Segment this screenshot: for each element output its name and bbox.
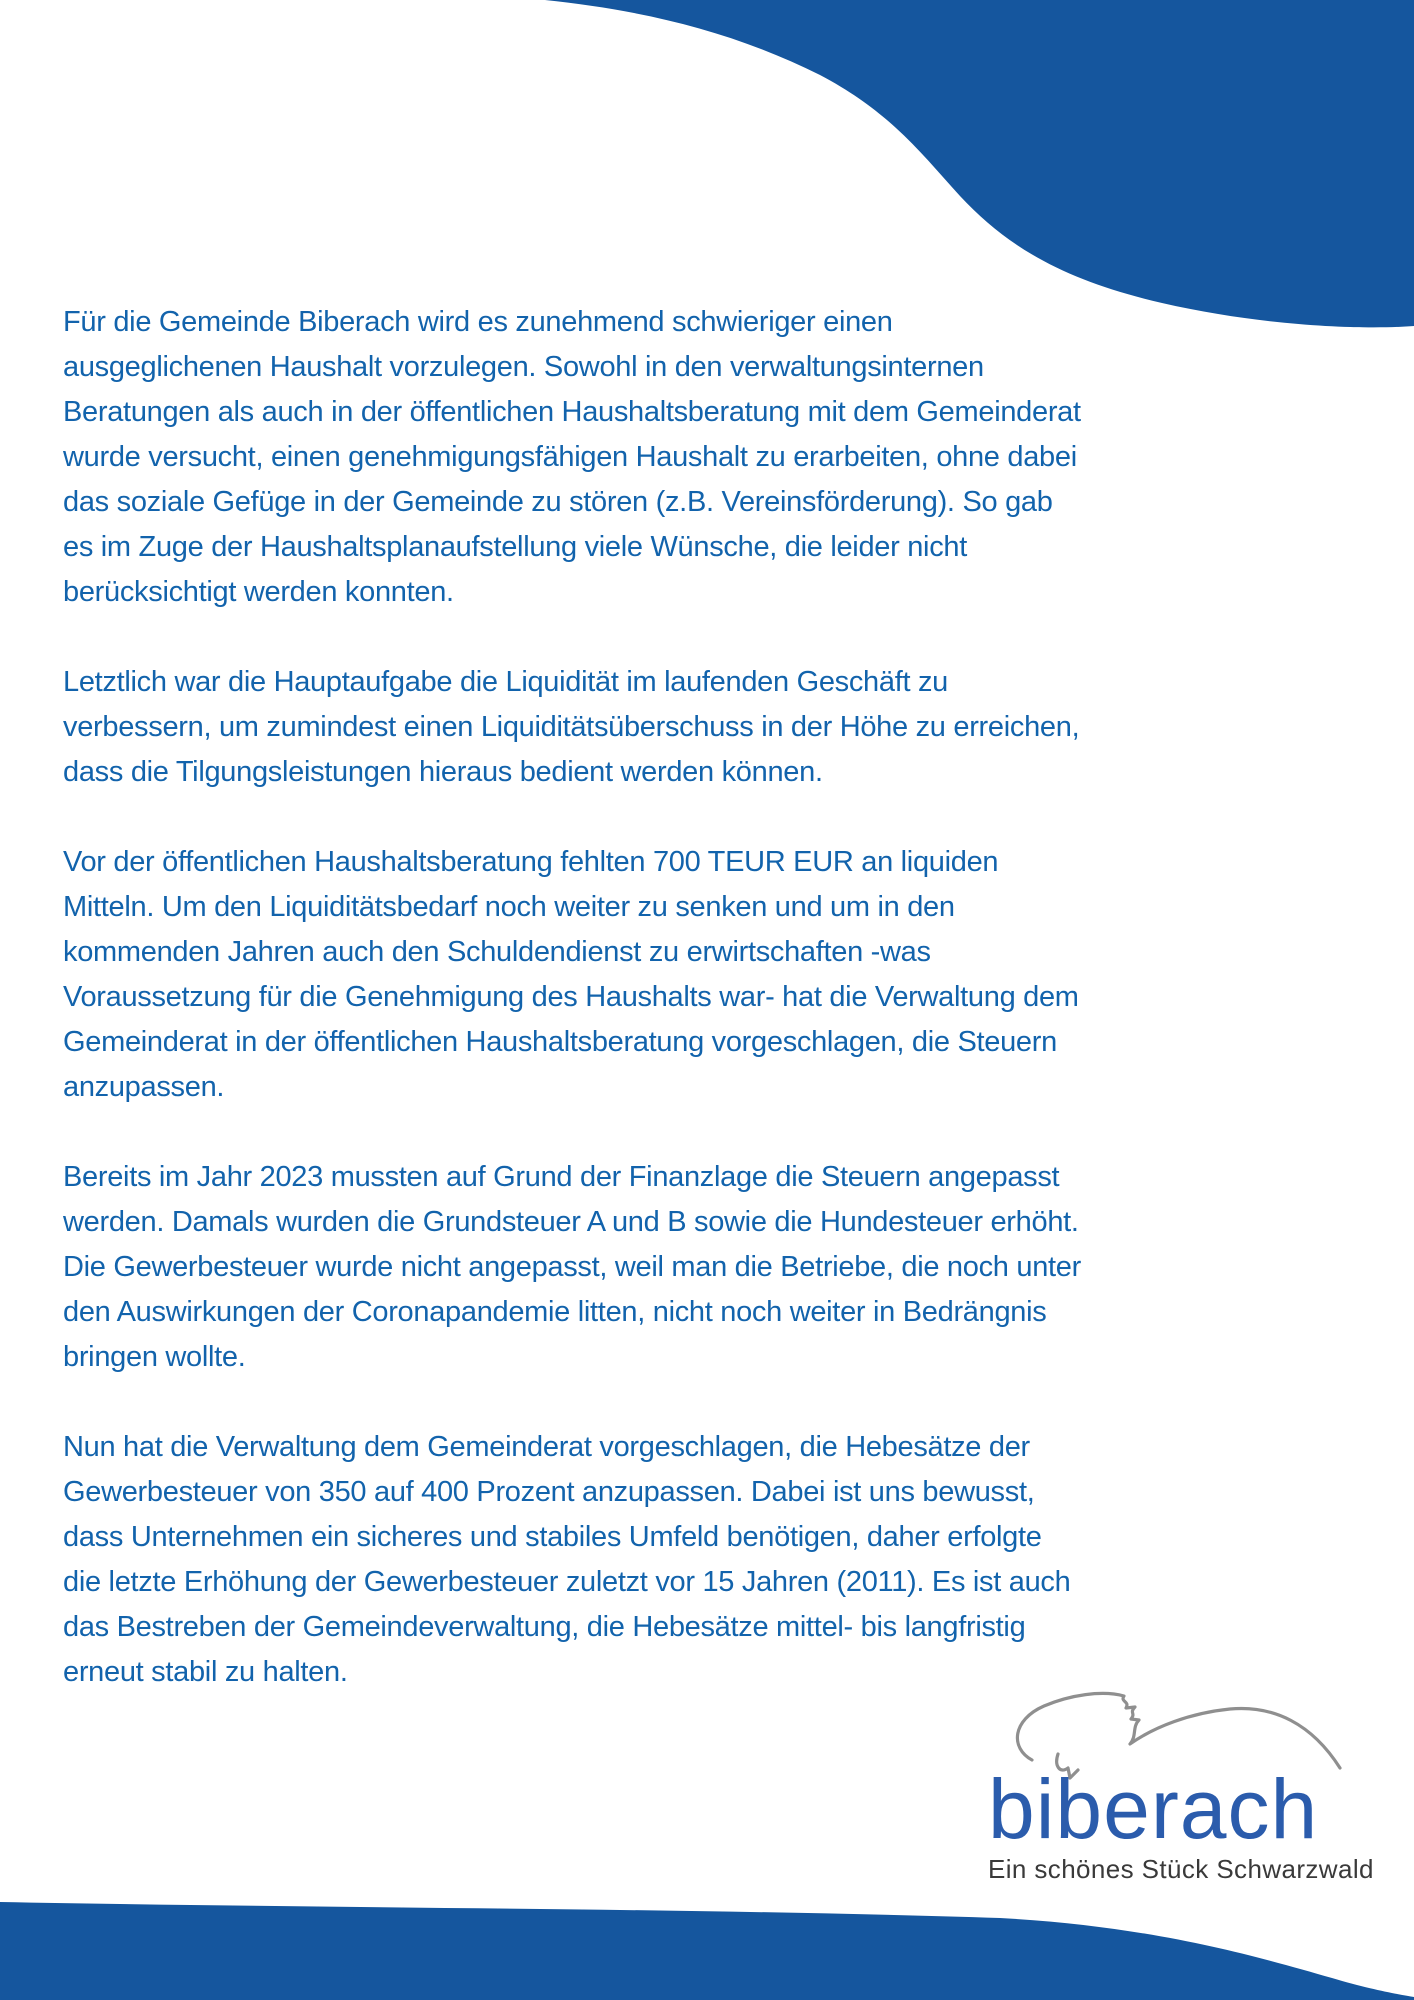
letter-body <box>63 300 1085 1740</box>
bottom-blue-wave-shape <box>0 1900 1414 2000</box>
logo-tagline: Ein schönes Stück Schwarzwald <box>988 1854 1374 1884</box>
paragraph-2023-tax-increase: Bereits im Jahr 2023 mussten auf Grund der Finanzlage die Steuern angepasst werden. Damals wurden die Grundsteuer A und B sowie die Hundesteuer erhöht. Die Gewerbesteuer wurde nicht angepasst, weil man die Betriebe, die noch unter den Auswirkungen der Coronapandemie litten, nicht noch weiter in Bedrängnis bringen wollte. <box>63 1161 1081 1373</box>
paragraph-gewerbesteuer-proposal: Nun hat die Verwaltung dem Gemeinderat vorgeschlagen, die Hebesätze der Gewerbesteuer von 350 auf 400 Prozent anzupassen. Dabei ist uns bewusst, dass Unternehmen ein sicheres und stabiles Umfeld benötigen, daher erfolgte die letzte Erhöhung der Gewerbesteuer zuletzt vor 15 Jahren (2011). Es ist auch das Bestreben der Gemeindeverwaltung, die Hebesätze mittel- bis langfristig erneut stabil zu halten. <box>63 1431 1071 1688</box>
paragraph-liquidity-goal: Letztlich war die Hauptaufgabe die Liquidität im laufenden Geschäft zu verbessern, um zumindest einen Liquiditätsüberschuss in der Höhe zu erreichen, dass die Tilgungsleistungen hieraus bedient werden können. <box>63 666 1080 788</box>
paragraph-missing-funds: Vor der öffentlichen Haushaltsberatung fehlten 700 TEUR EUR an liquiden Mitteln. Um den Liquiditätsbedarf noch weiter zu senken und um in den kommenden Jahren auch den Schuldendienst zu erwirtschaften -was Voraussetzung für die Genehmigung des Haushalts war- hat die Verwaltung dem Gemeinderat in der öffentlichen Haushaltsberatung vorgeschlagen, die Steuern anzupassen. <box>63 846 1079 1103</box>
paragraph-budget-difficulty: Für die Gemeinde Biberach wird es zunehmend schwieriger einen ausgeglichenen Haushalt vorzulegen. Sowohl in den verwaltungsinternen Beratungen als auch in der öffentlichen Haushaltsberatung mit dem Gemeinderat wurde versucht, einen genehmigungsfähigen Haushalt zu erarbeiten, ohne dabei das soziale Gefüge in der Gemeinde zu stören (z.B. Vereinsförderung). So gab es im Zuge der Haushaltsplanaufstellung viele Wünsche, die leider nicht berücksichtigt werden konnten. <box>63 306 1081 608</box>
top-right-blue-wave-shape <box>0 0 1414 340</box>
biberach-logo <box>988 1680 1380 1884</box>
logo-wordmark: biberach <box>988 1762 1319 1856</box>
